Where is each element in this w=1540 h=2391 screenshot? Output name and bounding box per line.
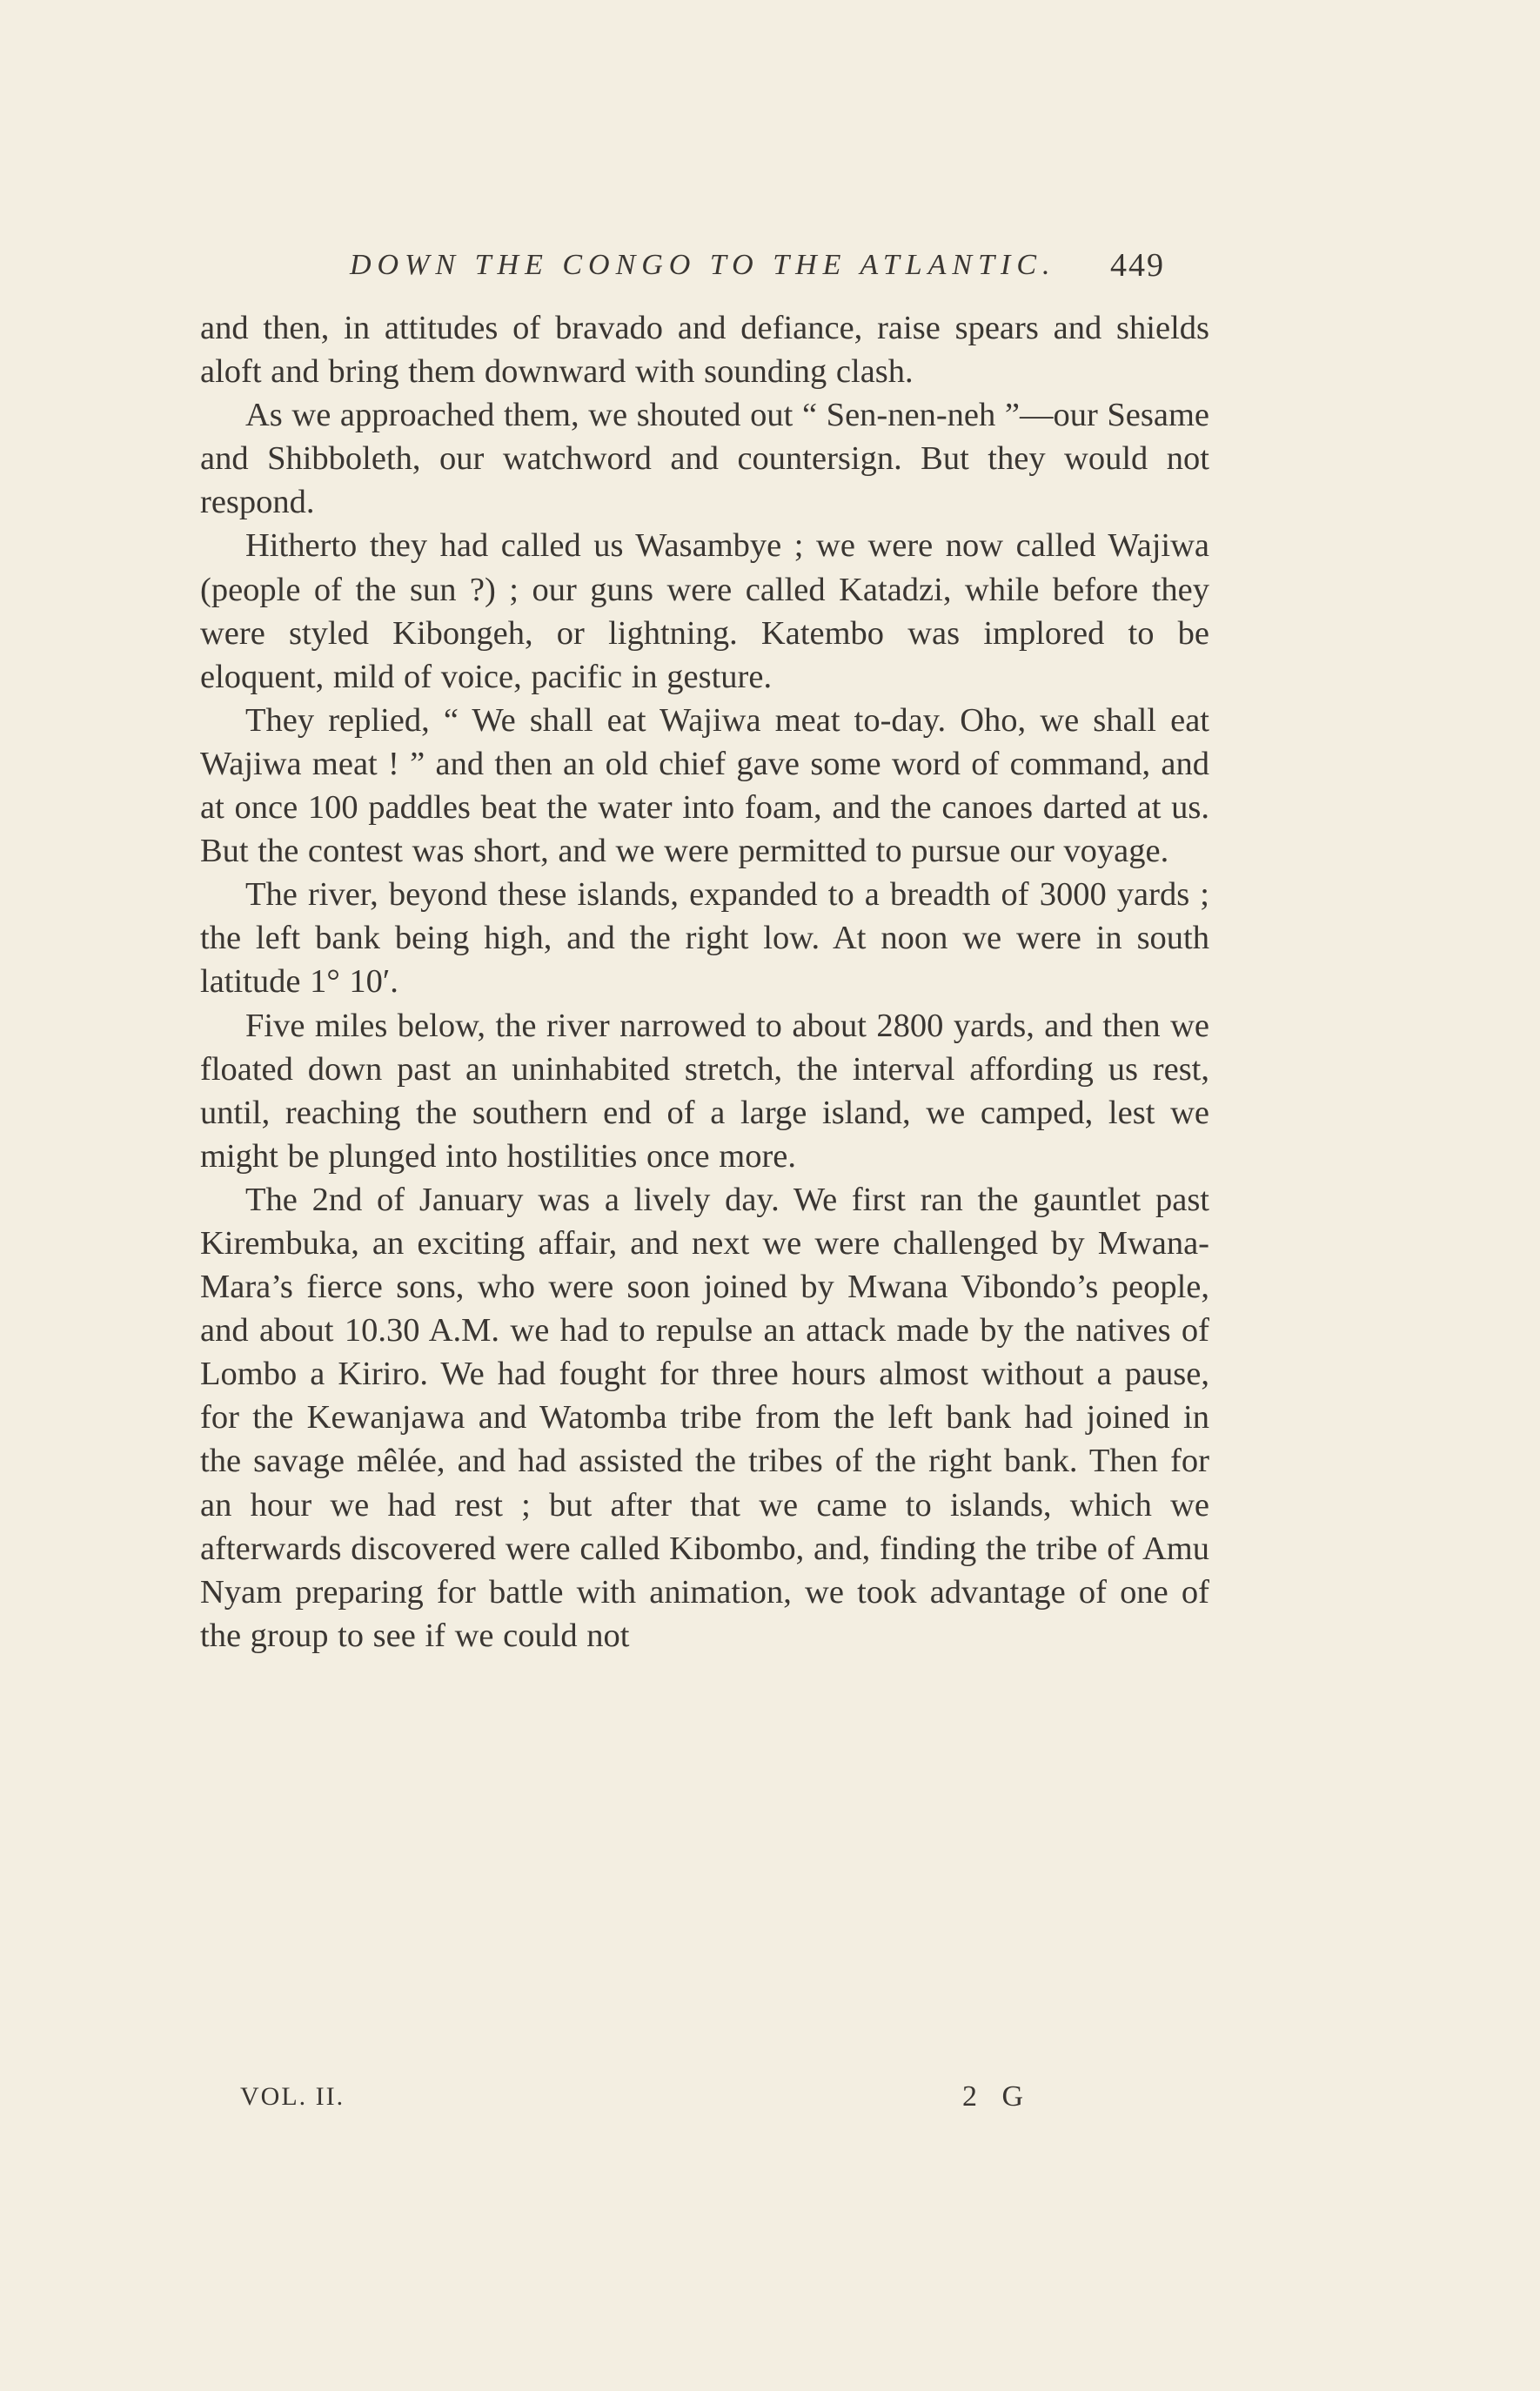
- page-footer: [240, 2074, 1093, 2120]
- volume-mark: VOL. II.: [240, 2082, 345, 2111]
- paragraph-5: The river, beyond these islands, expanded to a breadth of 3000 yards ; the left bank being high, and the right low. At noon we were in south latitude 1° 10′.: [200, 876, 1209, 1001]
- paragraph-3: Hitherto they had called us Wasambye ; we were now called Wajiwa (people of the sun ?) ; our guns were called Katadzi, while before they were styled Kibongeh, or lightning. Katembo was implored to be eloquent, mild of voice, pacific in gesture.: [200, 527, 1209, 695]
- body-text: [200, 306, 1209, 1658]
- paragraph-1: and then, in attitudes of bravado and defiance, raise spears and shields aloft and bring them downward with sounding clash.: [200, 310, 1209, 391]
- signature-mark: 2 G: [962, 2080, 1033, 2113]
- paragraph-4: They replied, “ We shall eat Wajiwa meat to-day. Oho, we shall eat Wajiwa meat ! ” and then an old chief gave some word of command, and at once 100 paddles beat the water into foam, and the canoes darted at us. But the contest was short, and we were permitted to pursue our voyage.: [200, 701, 1209, 870]
- paragraph-2: As we approached them, we shouted out “ Sen-nen-neh ”—our Sesame and Shibboleth, our watchword and countersign. But they would not respond.: [200, 397, 1209, 521]
- paragraph-7: The 2nd of January was a lively day. We first ran the gauntlet past Kirembuka, an exciting affair, and next we were challenged by Mwana-Mara’s fierce sons, who were soon joined by Mwana Vibondo’s people, and about 10.30 A.M. we had to repulse an attack made by the natives of Lombo a Kiriro. We had fought for three hours almost without a pause, for the Kewanjawa and Watomba tribe from the left bank had joined in the savage mêlée, and had assisted the tribes of the right bank. Then for an hour we had rest ; but after that we came to islands, which we afterwards discovered were called Kibombo, and, finding the tribe of Amu Nyam preparing for battle with animation, we took advantage of one of the group to see if we could not: [200, 1181, 1209, 1654]
- paragraph-6: Five miles below, the river narrowed to about 2800 yards, and then we floated down past an uninhabited stretch, the interval affording us rest, until, reaching the southern end of a large island, we camped, lest we might be plunged into hostilities once more.: [200, 1007, 1209, 1175]
- running-head: [350, 244, 1220, 287]
- page-number: 449: [1110, 247, 1165, 284]
- running-title: DOWN THE CONGO TO THE ATLANTIC.: [350, 249, 1056, 281]
